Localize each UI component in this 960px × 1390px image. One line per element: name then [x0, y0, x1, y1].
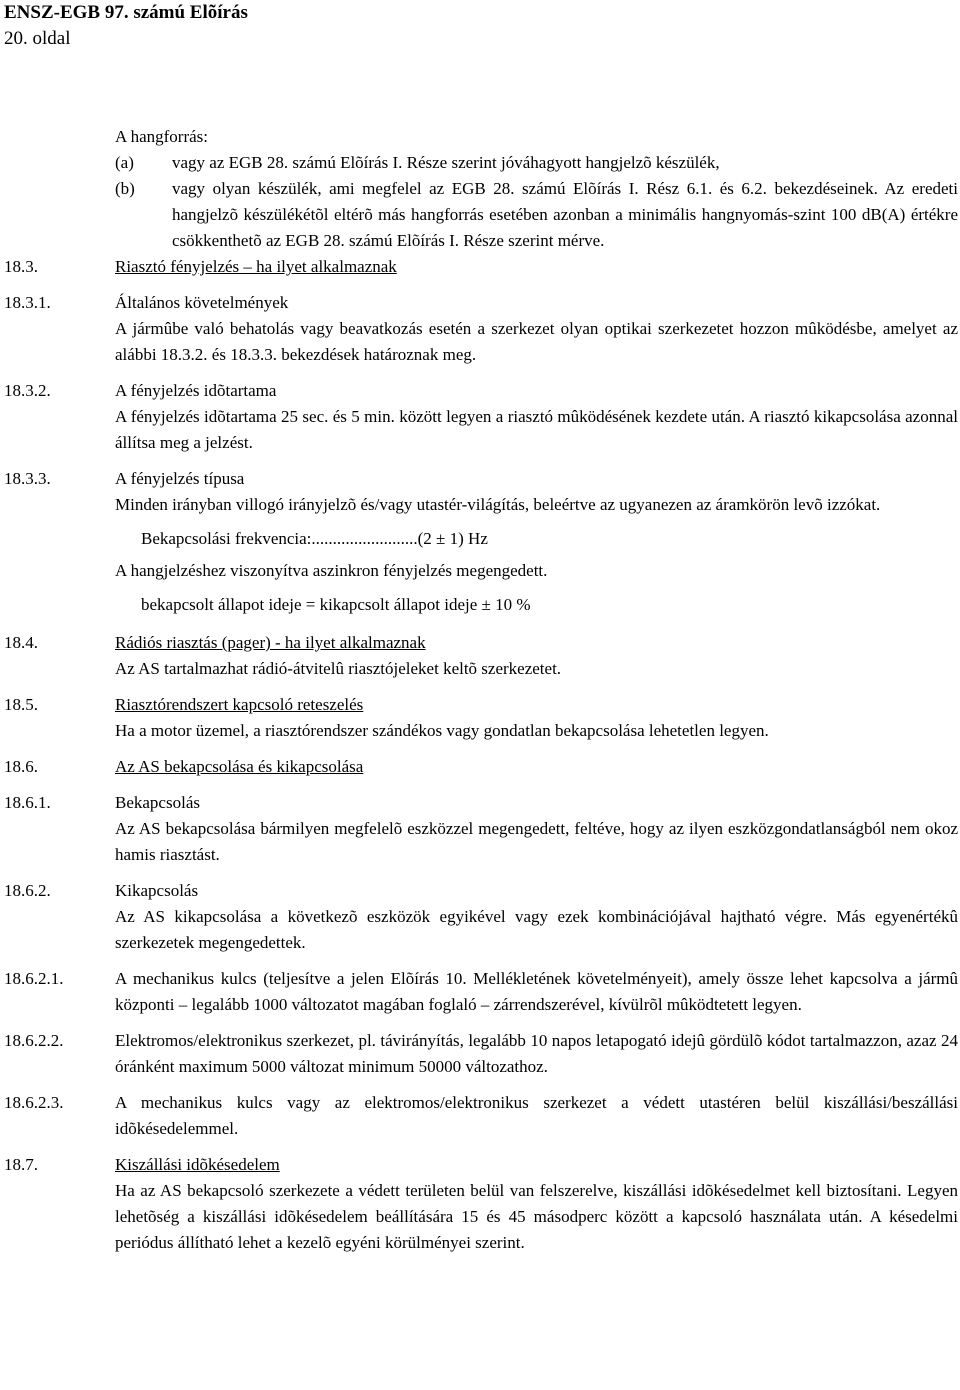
- section-title: Kikapcsolás: [115, 881, 199, 900]
- section-number: 18.6.1.: [4, 793, 51, 812]
- section-18-6-2-2: [4, 1028, 958, 1080]
- section-title: Bekapcsolás: [115, 793, 200, 812]
- section-18-3-3: [4, 466, 958, 618]
- section-18-6: [4, 754, 958, 780]
- section-18-3: [4, 254, 958, 280]
- section-heading: Az AS bekapcsolása és kikapcsolása: [115, 757, 364, 776]
- section-text: Az AS tartalmazhat rádió-átvitelû riasztójeleket keltõ szerkezetet.: [115, 659, 562, 678]
- section-18-6-2: [4, 878, 958, 956]
- frequency-line: Bekapcsolási frekvencia:.........................(2 ± 1) Hz: [141, 529, 488, 548]
- intro-heading: A hangforrás:: [115, 127, 209, 146]
- document-body: [4, 124, 958, 1256]
- section-text: A mechanikus kulcs vagy az elektromos/elektronikus szerkezet a védett utastéren belül kiszállási/beszállási idõkésedelemmel.: [115, 1093, 958, 1138]
- section-number: 18.6.2.3.: [4, 1093, 64, 1112]
- section-title: A fényjelzés idõtartama: [115, 381, 277, 400]
- section-18-6-2-1: [4, 966, 958, 1018]
- document-title: ENSZ-EGB 97. számú Elõírás: [4, 2, 248, 23]
- section-number: 18.6.2.1.: [4, 969, 64, 988]
- section-title: A fényjelzés típusa: [115, 469, 245, 488]
- section-18-4: [4, 630, 958, 682]
- section-text: Ha a motor üzemel, a riasztórendszer szándékos vagy gondatlan bekapcsolása lehetetlen legyen.: [115, 721, 769, 740]
- section-18-3-1: [4, 290, 958, 368]
- section-title: Általános követelmények: [115, 293, 289, 312]
- section-number: 18.3.1.: [4, 293, 51, 312]
- section-18-7: [4, 1152, 958, 1256]
- section-text: Az AS kikapcsolása a következõ eszközök egyikével vagy ezek kombinációjával hajtható végre. Más egyenértékû szerkezetek megengedettek.: [115, 907, 958, 952]
- section-text: Ha az AS bekapcsoló szerkezete a védett területen belül van felszerelve, kiszállási idõkésedelmet kell biztosítani. Legyen lehetõség a kiszállási idõkésedelem beállítására 15 és 45 másodperc között a kapcsoló használata után. A késedelmi periódus állítható lehet a kezelõ egyéni körülményei szerint.: [115, 1181, 958, 1252]
- duty-cycle-line: bekapcsolt állapot ideje = kikapcsolt állapot ideje ± 10 %: [141, 595, 531, 614]
- page-header: [4, 0, 248, 52]
- list-marker: (b): [115, 179, 135, 198]
- section-number: 18.4.: [4, 633, 38, 652]
- list-item: [115, 150, 958, 176]
- section-heading: Kiszállási idõkésedelem: [115, 1155, 280, 1174]
- list-item-text: vagy az EGB 28. számú Elõírás I. Része szerint jóváhagyott hangjelzõ készülék,: [172, 153, 720, 172]
- section-heading: Rádiós riasztás (pager) - ha ilyet alkalmaznak: [115, 633, 426, 652]
- section-number: 18.6.: [4, 757, 38, 776]
- page-number: 20. oldal: [4, 28, 71, 49]
- section-number: 18.7.: [4, 1155, 38, 1174]
- section-18-6-2-3: [4, 1090, 958, 1142]
- section-text: Minden irányban villogó irányjelzõ és/vagy utastér-világítás, beleértve az ugyanezen az áramkörön levõ izzókat.: [115, 495, 881, 514]
- section-heading: Riasztó fényjelzés – ha ilyet alkalmaznak: [115, 257, 397, 276]
- section-number: 18.6.2.: [4, 881, 51, 900]
- list-item-text: vagy olyan készülék, ami megfelel az EGB 28. számú Elõírás I. Rész 6.1. és 6.2. bekezdéseinek. Az eredeti hangjelzõ készülékétõl eltérõ más hangforrás esetében azonban a minimális hangnyomás-szint 100 dB(A) értékre csökkenthetõ az EGB 28. számú Elõírás I. Része szerint mérve.: [172, 179, 958, 250]
- section-heading: Riasztórendszert kapcsoló reteszelés: [115, 695, 364, 714]
- section-text: A fényjelzés idõtartama 25 sec. és 5 min. között legyen a riasztó mûködésének kezdete után. A riasztó kikapcsolása azonnal állítsa meg a jelzést.: [115, 407, 958, 452]
- section-18-6-1: [4, 790, 958, 868]
- section-text: Elektromos/elektronikus szerkezet, pl. távirányítás, legalább 10 napos letapogató idejû gördülõ kódot tartalmazzon, azaz 24 óránként maximum 5000 változat minimum 50000 változathoz.: [115, 1031, 958, 1076]
- section-text: A mechanikus kulcs (teljesítve a jelen Elõírás 10. Mellékletének követelményeit), amely össze lehet kapcsolva a jármû központi – legalább 1000 változatot magában foglaló – zárrendszerével, kívülrõl mûködtetett legyen.: [115, 969, 958, 1014]
- section-number: 18.6.2.2.: [4, 1031, 64, 1050]
- section-18-5: [4, 692, 958, 744]
- section-number: 18.3.3.: [4, 469, 51, 488]
- section-number: 18.3.2.: [4, 381, 51, 400]
- list-marker: (a): [115, 153, 134, 172]
- async-note: A hangjelzéshez viszonyítva aszinkron fényjelzés megengedett.: [115, 561, 548, 580]
- section-text: Az AS bekapcsolása bármilyen megfelelõ eszközzel megengedett, feltéve, hogy az ilyen eszközgondatlanságból nem okoz hamis riasztást.: [115, 819, 958, 864]
- section-text: A jármûbe való behatolás vagy beavatkozás esetén a szerkezet olyan optikai szerkezetet hozzon mûködésbe, amelyet az alábbi 18.3.2. és 18.3.3. bekezdések határoznak meg.: [115, 319, 958, 364]
- section-18-3-2: [4, 378, 958, 456]
- section-number: 18.5.: [4, 695, 38, 714]
- section-number: 18.3.: [4, 257, 38, 276]
- list-item: [115, 176, 958, 254]
